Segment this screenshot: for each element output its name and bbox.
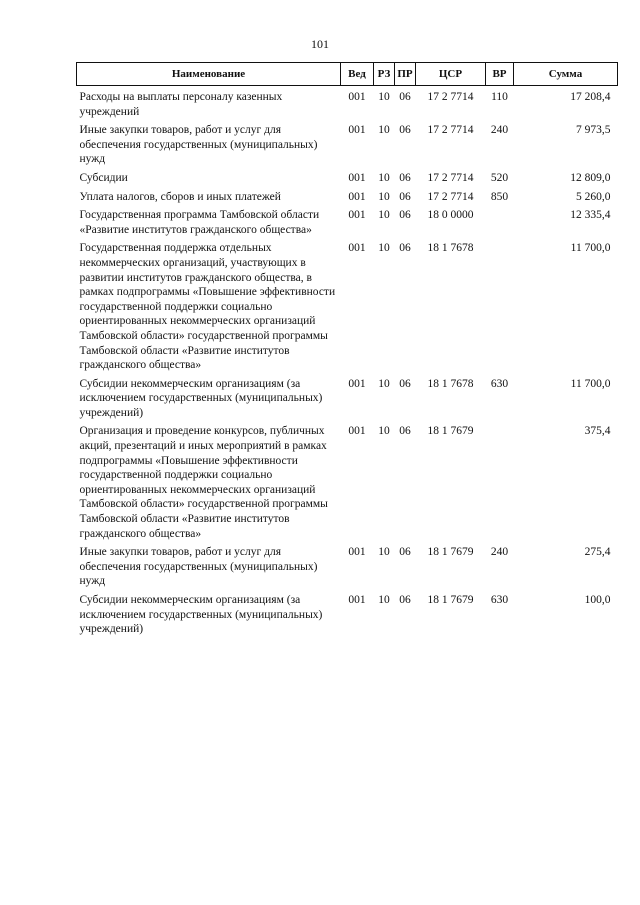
cell-ved: 001	[348, 209, 366, 222]
cell-vr: 240	[490, 124, 509, 137]
table-row	[77, 241, 618, 376]
cell-csr: 17 2 7714	[427, 190, 474, 203]
cell-ved: 001	[348, 594, 366, 606]
page-number: 101	[311, 37, 329, 51]
cell-ved: 001	[348, 546, 366, 559]
cell-name: Государственная программа Тамбовской области «Развитие институтов гражданского общества»	[79, 209, 320, 236]
cell-sum: 275,4	[584, 546, 611, 559]
cell-sum: 7 973,5	[576, 124, 611, 137]
cell-vr: 240	[490, 546, 509, 559]
budget-table	[76, 62, 618, 641]
cell-pr: 06	[399, 209, 411, 222]
cell-ved: 001	[348, 425, 366, 438]
cell-name: Расходы на выплаты персоналу казенных учреждений	[79, 91, 283, 118]
cell-vr: 520	[490, 171, 509, 184]
cell-vr	[486, 424, 514, 545]
cell-vr: 630	[490, 594, 509, 606]
cell-rz: 10	[378, 190, 390, 203]
cell-name: Государственная поддержка отдельных некоммерческих организаций, участвующих в развитии институтов гражданского общества, в рамках подпрограммы «Повышение эффективности государственной поддержки социально ориентированных некоммерческих организаций Тамбовской области» государственной программы Тамбовской области «Развитие институтов гражданского общества»	[79, 242, 336, 372]
cell-name: Иные закупки товаров, работ и услуг для обеспечения государственных (муниципальных) нужд	[79, 546, 318, 588]
table-row	[77, 171, 618, 190]
cell-csr: 17 2 7714	[427, 171, 474, 184]
cell-sum: 12 335,4	[570, 209, 611, 222]
cell-vr	[486, 208, 514, 241]
table-row	[77, 545, 618, 593]
cell-vr: 110	[491, 91, 508, 103]
cell-csr: 18 1 7678	[427, 377, 474, 390]
header-row	[77, 63, 618, 86]
cell-sum: 12 809,0	[570, 171, 611, 184]
cell-ved: 001	[348, 190, 366, 203]
header-rz: РЗ	[374, 63, 395, 86]
cell-vr: 850	[490, 190, 509, 203]
cell-rz: 10	[378, 425, 390, 438]
cell-pr: 06	[399, 190, 411, 203]
cell-name: Субсидии	[79, 171, 128, 184]
header-sum: Сумма	[514, 63, 618, 86]
cell-rz: 10	[378, 171, 390, 184]
cell-ved: 001	[348, 124, 366, 137]
cell-sum: 5 260,0	[576, 190, 611, 203]
cell-sum: 17 208,4	[570, 91, 611, 103]
cell-pr: 06	[399, 91, 411, 103]
cell-pr: 06	[399, 171, 411, 184]
header-name: Наименование	[77, 63, 341, 86]
cell-vr: 630	[490, 377, 509, 390]
cell-ved: 001	[348, 242, 366, 255]
table-row	[77, 86, 618, 124]
table-header	[77, 63, 618, 86]
cell-pr: 06	[399, 124, 411, 137]
cell-sum: 100,0	[584, 594, 611, 606]
cell-rz: 10	[378, 124, 390, 137]
cell-ved: 001	[348, 377, 366, 390]
cell-csr: 18 1 7679	[427, 546, 474, 559]
table-row	[77, 208, 618, 241]
cell-name: Иные закупки товаров, работ и услуг для обеспечения государственных (муниципальных) нужд	[79, 124, 318, 166]
cell-vr	[486, 241, 514, 376]
cell-rz: 10	[378, 546, 390, 559]
cell-name: Организация и проведение конкурсов, публичных акций, презентаций и иных мероприятий в рамках подпрограммы «Повышение эффективности государственной поддержки социально ориентированных некоммерческих организаций Тамбовской области» государственной программы Тамбовской области «Развитие институтов гражданского общества»	[79, 425, 328, 540]
header-pr: ПР	[395, 63, 416, 86]
cell-rz: 10	[378, 377, 390, 390]
cell-csr: 18 1 7679	[427, 425, 474, 438]
cell-csr: 18 1 7678	[427, 242, 474, 255]
cell-pr: 06	[399, 242, 411, 255]
cell-pr: 06	[399, 377, 411, 390]
table-row	[77, 424, 618, 545]
cell-pr: 06	[399, 546, 411, 559]
cell-sum: 11 700,0	[570, 377, 611, 390]
cell-name: Субсидии некоммерческим организациям (за исключением государственных (муниципальных) учреждений)	[79, 594, 323, 636]
cell-csr: 18 1 7679	[427, 594, 474, 606]
cell-name: Субсидии некоммерческим организациям (за исключением государственных (муниципальных) учреждений)	[79, 377, 323, 419]
table-row	[77, 190, 618, 209]
header-ved: Вед	[341, 63, 374, 86]
table-body	[77, 86, 618, 641]
header-vr: ВР	[486, 63, 514, 86]
header-csr: ЦСР	[416, 63, 486, 86]
table-row	[77, 123, 618, 171]
table-row	[77, 593, 618, 641]
table-row	[77, 377, 618, 425]
cell-rz: 10	[378, 209, 390, 222]
cell-sum: 11 700,0	[570, 242, 611, 255]
cell-rz: 10	[378, 594, 390, 606]
cell-rz: 10	[378, 242, 390, 255]
cell-ved: 001	[348, 171, 366, 184]
cell-csr: 18 0 0000	[427, 209, 474, 222]
cell-csr: 17 2 7714	[427, 124, 474, 137]
cell-sum: 375,4	[584, 425, 611, 438]
cell-rz: 10	[378, 91, 390, 103]
cell-name: Уплата налогов, сборов и иных платежей	[79, 190, 281, 203]
cell-csr: 17 2 7714	[427, 91, 474, 103]
cell-pr: 06	[399, 594, 411, 606]
cell-ved: 001	[348, 91, 366, 103]
cell-pr: 06	[399, 425, 411, 438]
